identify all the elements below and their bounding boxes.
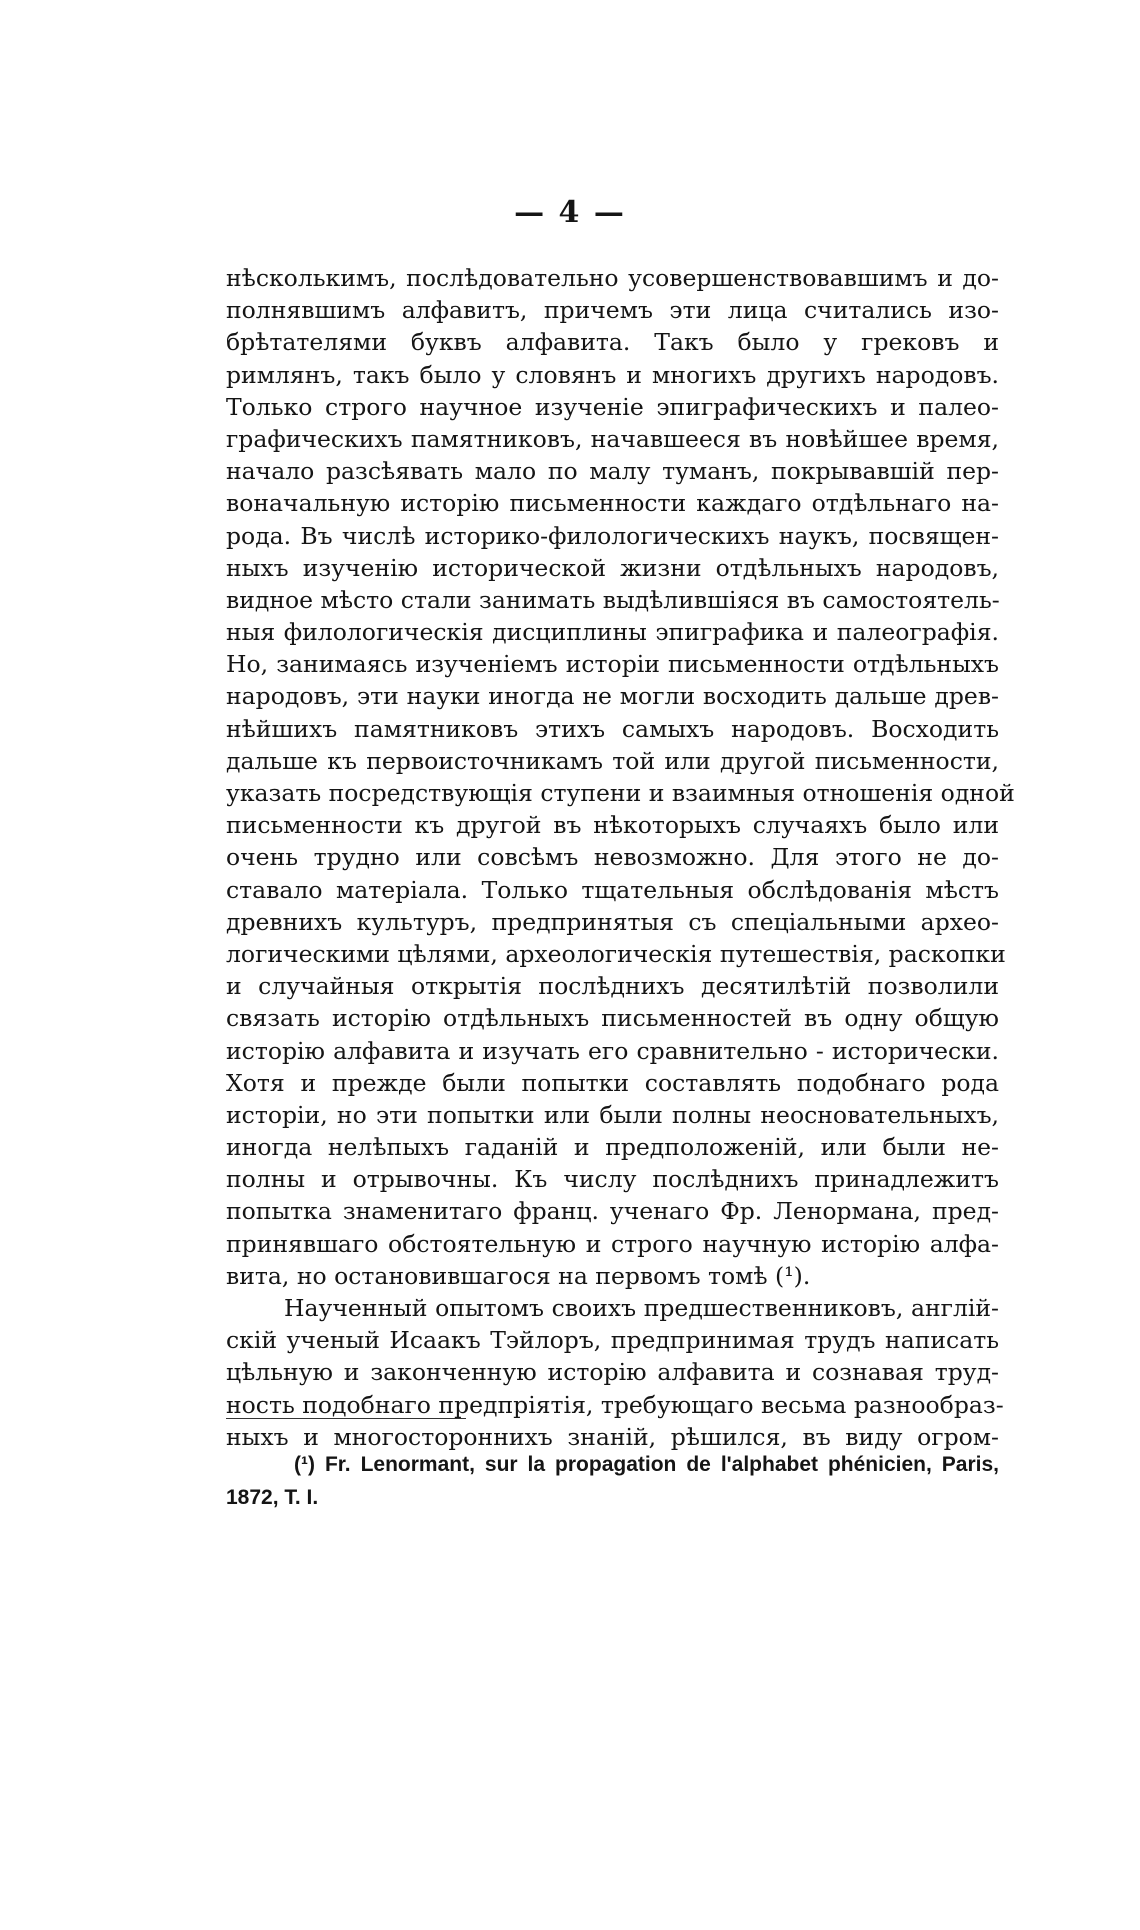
body-line: римлянъ, такъ было у словянъ и многихъ другихъ народовъ. (226, 360, 999, 389)
body-line: очень трудно или совсѣмъ невозможно. Для этого не до- (226, 843, 999, 872)
body-line: цѣльную и законченную исторію алфавита и сознавая труд- (226, 1358, 999, 1387)
body-line: указать посредствующія ступени и взаимныя отношенія одной (226, 779, 1015, 807)
body-line: Хотя и прежде были попытки составлять подобнаго рода (226, 1068, 999, 1097)
body-line: исторіи, но эти попытки или были полны неосновательныхъ, (226, 1100, 999, 1129)
body-line: полнявшимъ алфавитъ, причемъ эти лица считались изо- (226, 296, 999, 325)
body-line: нѣсколькимъ, послѣдовательно усовершенствовавшимъ и до- (226, 264, 999, 292)
footnote-line: (¹) Fr. Lenormant, sur la propagation de l'alphabet phénicien, Paris, (294, 1453, 999, 1476)
body-line: ность подобнаго предпріятія, требующаго весьма разнообраз- (226, 1390, 1004, 1419)
body-line: графическихъ памятниковъ, начавшееся въ новѣйшее время, (226, 424, 999, 453)
body-line: письменности къ другой въ нѣкоторыхъ случаяхъ было или (226, 811, 999, 840)
body-line: исторію алфавита и изучать его сравнительно - исторически. (226, 1036, 999, 1065)
body-line: и случайныя открытія послѣднихъ десятилѣтій позволили (226, 972, 999, 1001)
body-line: рода. Въ числѣ историко-филологическихъ наукъ, посвящен- (226, 521, 999, 550)
body-line: ставало матеріала. Только тщательныя обслѣдованія мѣстъ (226, 875, 999, 904)
body-line: связать исторію отдѣльныхъ письменностей въ одну общую (226, 1004, 999, 1033)
body-line: попытка знаменитаго франц. ученаго Фр. Ленормана, пред- (226, 1197, 999, 1226)
body-line: воначальную исторію письменности каждаго отдѣльнаго на- (226, 489, 999, 518)
body-line: начало разсѣявать мало по малу туманъ, покрывавшій пер- (226, 457, 999, 486)
footnote-line: 1872, T. I. (226, 1486, 319, 1509)
body-line: народовъ, эти науки иногда не могли восходить дальше древ- (226, 682, 999, 711)
body-line: Только строго научное изученіе эпиграфическихъ и палео- (226, 392, 999, 421)
body-line: древнихъ культуръ, предпринятыя съ спеціальными архео- (226, 907, 999, 936)
body-line: брѣтателями буквъ алфавита. Такъ было у грековъ и (226, 328, 999, 357)
page-number: — 4 — (514, 195, 626, 230)
body-line: видное мѣсто стали занимать выдѣлившіяся въ самостоятель- (226, 585, 1000, 614)
body-line: логическими цѣлями, археологическія путешествія, раскопки (226, 939, 1006, 968)
body-line: Наученный опытомъ своихъ предшественниковъ, англій- (284, 1294, 999, 1322)
body-text (226, 262, 1015, 1453)
body-line: скій ученый Исаакъ Тэйлоръ, предпринимая трудъ написать (226, 1326, 999, 1355)
body-line: ныя филологическія дисциплины эпиграфика и палеографія. (226, 618, 999, 647)
body-line: ныхъ и многостороннихъ знаній, рѣшился, въ виду огром- (226, 1422, 999, 1451)
body-line: ныхъ изученію исторической жизни отдѣльныхъ народовъ, (226, 553, 999, 582)
body-line: нѣйшихъ памятниковъ этихъ самыхъ народовъ. Восходить (226, 714, 999, 743)
body-line: Но, занимаясь изученіемъ исторіи письменности отдѣльныхъ (226, 650, 999, 679)
body-line: вита, но остановившагося на первомъ томѣ (¹). (226, 1261, 811, 1290)
body-line: полны и отрывочны. Къ числу послѣднихъ принадлежитъ (226, 1165, 999, 1194)
footnote (226, 1448, 999, 1514)
footnote-divider (226, 1418, 466, 1419)
body-line: принявшаго обстоятельную и строго научную исторію алфа- (226, 1229, 999, 1258)
body-line: иногда нелѣпыхъ гаданій и предположеній, или были не- (226, 1133, 999, 1162)
body-line: дальше къ первоисточникамъ той или другой письменности, (226, 746, 999, 775)
